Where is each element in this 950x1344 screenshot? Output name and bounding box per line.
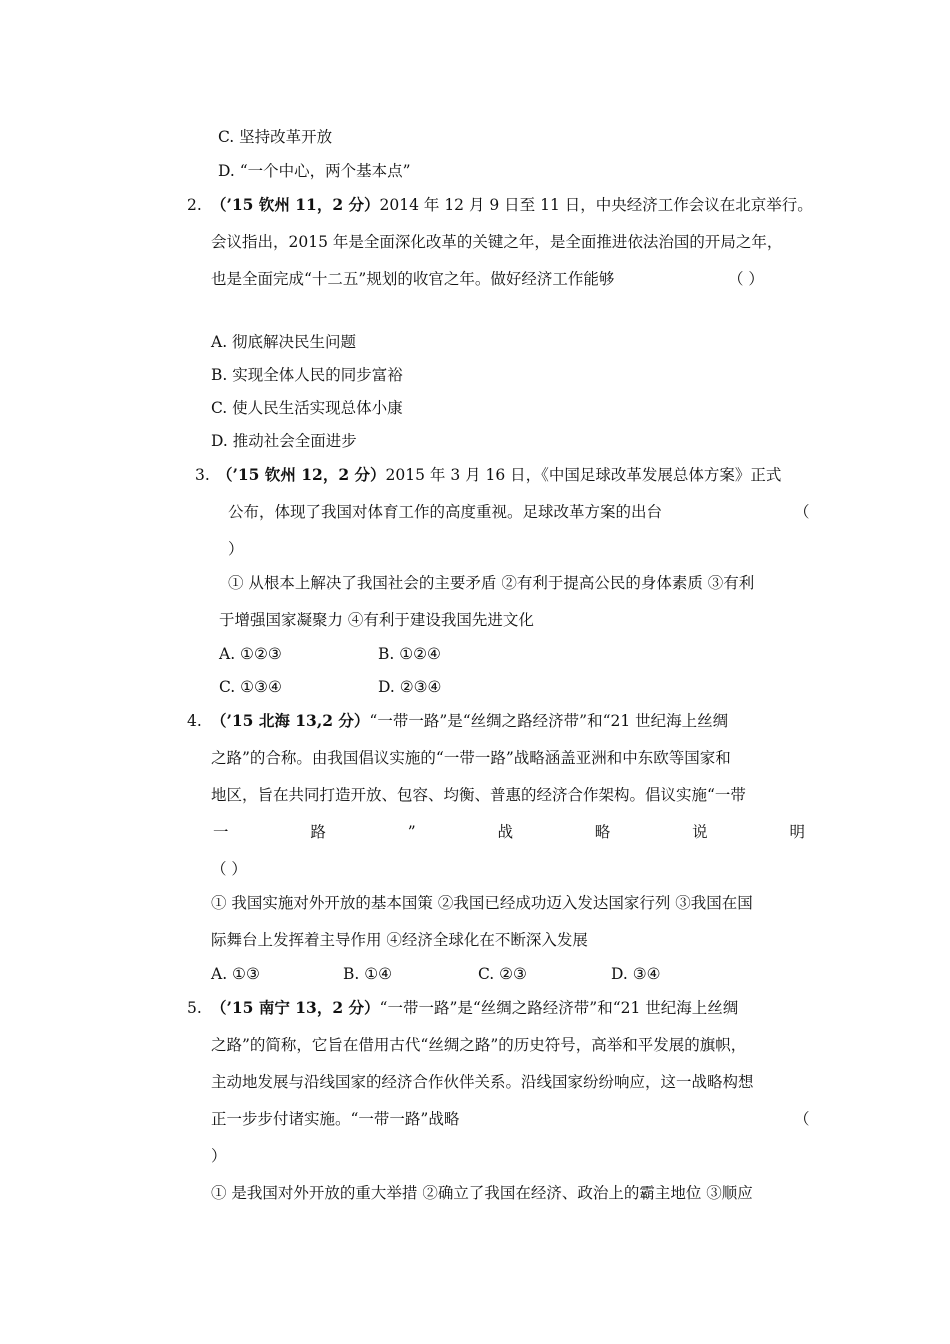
q4-spread-char: 战 (497, 823, 513, 841)
q4-statements-2: 际舞台上发挥着主导作用 ④经济全球化在不断深入发展 (211, 931, 588, 949)
q5-statements-1: ① 是我国对外开放的重大举措 ②确立了我国在经济、政治上的霸主地位 ③顺应 (211, 1184, 753, 1202)
q5-number: 5. (187, 999, 202, 1017)
q3-option-a: A. ①②③ (219, 645, 282, 663)
q4-spread-char: 明 (789, 823, 805, 841)
q4-spread-char: 路 (310, 823, 326, 841)
q5-source: （’15 南宁 13，2 分） (211, 998, 380, 1017)
q4-option-c: C. ②③ (478, 965, 527, 983)
q2-option-c: C. 使人民生活实现总体小康 (211, 399, 403, 417)
q2-source: （’15 钦州 11，2 分） (211, 195, 380, 214)
q3-line-1 (217, 464, 781, 486)
q3-text-1: 2015 年 3 月 16 日，《中国足球改革发展总体方案》正式 (385, 466, 782, 484)
q4-line-4-spread (213, 821, 805, 843)
q5-line-4: 正一步步付诸实施。“一带一路”战略 (211, 1110, 460, 1128)
q3-option-c: C. ①③④ (219, 678, 282, 696)
q4-spread-char: ” (407, 823, 416, 841)
q4-line-3: 地区，旨在共同打造开放、包容、均衡、普惠的经济合作架构。倡议实施“一带 (211, 786, 746, 804)
q5-line-1 (211, 997, 738, 1019)
q1-option-c: C. 坚持改革开放 (218, 128, 333, 146)
q4-option-b: B. ①④ (343, 965, 393, 983)
q5-paren-close: ） (211, 1147, 227, 1165)
q4-line-1 (211, 710, 728, 732)
q4-spread-char: 说 (692, 823, 708, 841)
q2-line-3: 也是全面完成“十二五”规划的收官之年。做好经济工作能够 (211, 270, 615, 288)
q4-option-d: D. ③④ (611, 965, 661, 983)
q2-option-b: B. 实现全体人民的同步富裕 (211, 366, 403, 384)
q5-line-2: 之路”的简称，它旨在借用古代“丝绸之路”的历史符号，高举和平发展的旗帜， (211, 1036, 747, 1054)
q4-statements-1: ① 我国实施对外开放的基本国策 ②我国已经成功迈入发达国家行列 ③我国在国 (211, 894, 753, 912)
q3-option-b: B. ①②④ (378, 645, 441, 663)
q4-number: 4. (187, 712, 202, 730)
q2-answer-paren: （ ） (728, 270, 764, 288)
q2-line-1 (211, 194, 813, 216)
q2-option-d: D. 推动社会全面进步 (211, 432, 357, 450)
q5-text-1: “一带一路”是“丝绸之路经济带”和“21 世纪海上丝绸 (379, 999, 739, 1017)
q2-text-1: 2014 年 12 月 9 日至 11 日，中央经济工作会议在北京举行。 (379, 196, 813, 214)
q4-source: （’15 北海 13,2 分） (211, 711, 370, 730)
q3-paren-close: ） (228, 540, 244, 558)
q4-spread-char: 略 (594, 823, 611, 841)
q3-line-2: 公布，体现了我国对体育工作的高度重视。足球改革方案的出台 (228, 503, 663, 521)
q3-paren-open: （ (794, 503, 810, 521)
q3-option-d: D. ②③④ (378, 678, 442, 696)
q4-answer-paren: （ ） (211, 860, 247, 878)
q4-text-1: “一带一路”是“丝绸之路经济带”和“21 世纪海上丝绸 (369, 712, 729, 730)
q5-line-3: 主动地发展与沿线国家的经济合作伙伴关系。沿线国家纷纷响应，这一战略构想 (211, 1073, 754, 1091)
q4-spread-char: 一 (213, 823, 229, 841)
q3-number: 3. (195, 466, 210, 484)
q1-option-d: D. “一个中心，两个基本点” (218, 162, 411, 180)
q5-paren-open: （ (794, 1110, 810, 1128)
q3-statements-1: ① 从根本上解决了我国社会的主要矛盾 ②有利于提高公民的身体素质 ③有利 (228, 574, 755, 592)
q4-line-2: 之路”的合称。由我国倡议实施的“一带一路”战略涵盖亚洲和中东欧等国家和 (211, 749, 731, 767)
q3-source: （’15 钦州 12，2 分） (217, 465, 386, 484)
q3-statements-2: 于增强国家凝聚力 ④有利于建设我国先进文化 (219, 611, 534, 629)
q2-number: 2. (187, 196, 202, 214)
q4-option-a: A. ①③ (211, 965, 260, 983)
q2-line-2: 会议指出，2015 年是全面深化改革的关键之年，是全面推进依法治国的开局之年， (211, 233, 783, 251)
q2-option-a: A. 彻底解决民生问题 (211, 333, 357, 351)
